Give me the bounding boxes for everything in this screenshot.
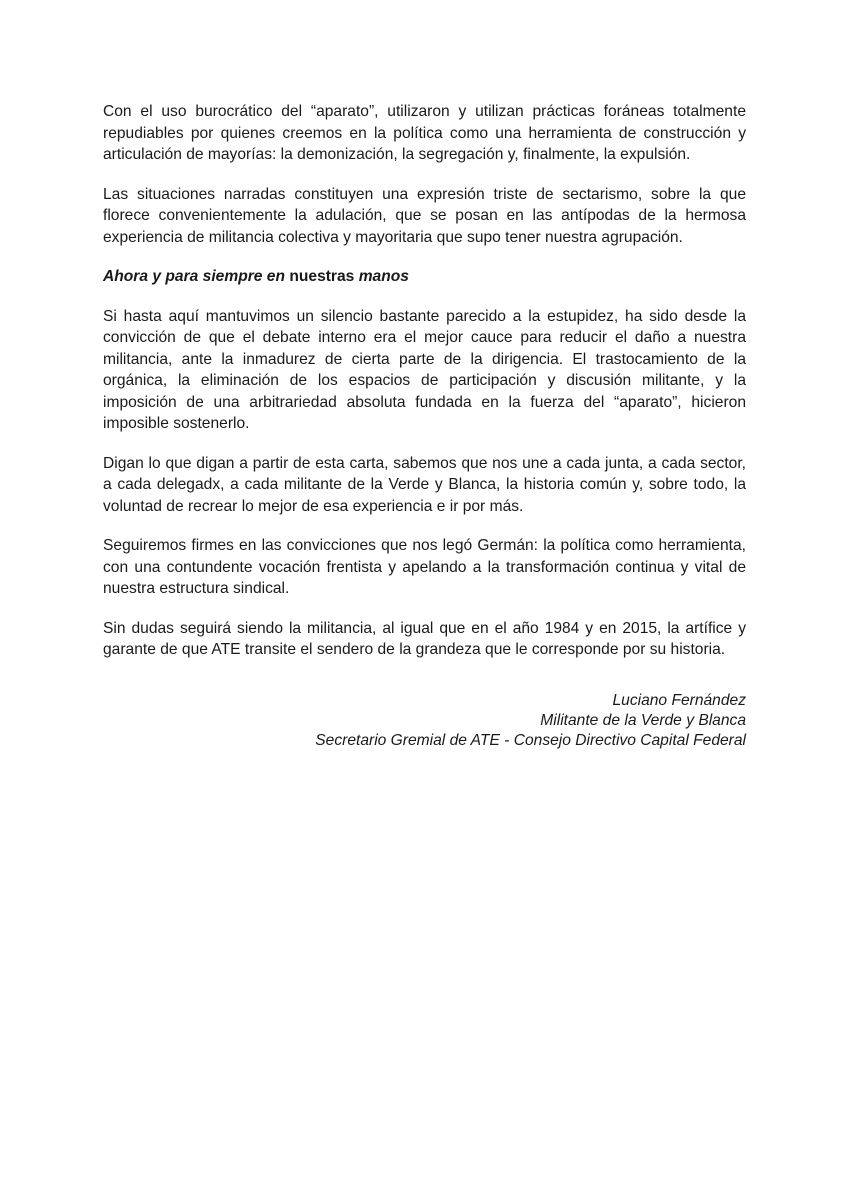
paragraph: Seguiremos firmes en las convicciones que nos legó Germán: la política como herramienta, con una contundente vocación frentista y apelando a la transformación continua y vital de nuestra estructura sindical.	[103, 537, 746, 597]
heading-part: Ahora y para siempre en	[103, 268, 286, 285]
paragraph: Las situaciones narradas constituyen una expresión triste de sectarismo, sobre la que florece convenientemente la adulación, que se posan en las antípodas de la hermosa experiencia de militancia colectiva y mayoritaria que supo tener nuestra agrupación.	[103, 185, 746, 246]
signature-role: Militante de la Verde y Blanca	[540, 711, 746, 729]
paragraph: Sin dudas seguirá siendo la militancia, al igual que en el año 1984 y en 2015, la artífice y garante de que ATE transite el sendero de la grandeza que le corresponde por su historia.	[103, 619, 746, 658]
signature-block	[103, 691, 746, 751]
section-heading	[103, 266, 746, 288]
paragraph: Con el uso burocrático del “aparato”, utilizaron y utilizan prácticas foráneas totalmente repudiables por quienes creemos en la política como una herramienta de construcción y articulación de mayorías: la demonización, la segregación y, finalmente, la expulsión.	[103, 103, 746, 163]
heading-part: nuestras	[285, 268, 359, 285]
paragraph: Digan lo que digan a partir de esta carta, sabemos que nos une a cada junta, a cada sector, a cada delegadx, a cada militante de la Verde y Blanca, la historia común y, sobre todo, la voluntad de recrear lo mejor de esa experiencia e ir por más.	[103, 454, 746, 515]
signature-position: Secretario Gremial de ATE - Consejo Directivo Capital Federal	[315, 731, 746, 749]
signature-name: Luciano Fernández	[612, 691, 746, 709]
heading-part: manos	[358, 268, 409, 285]
letter-body	[103, 101, 746, 751]
paragraph: Si hasta aquí mantuvimos un silencio bastante parecido a la estupidez, ha sido desde la convicción de que el debate interno era el mejor cauce para reducir el daño a nuestra militancia, ante la inmadurez de cierta parte de la dirigencia. El trastocamiento de la orgánica, la eliminación de los espacios de participación y discusión militante, y la imposición de una arbitrariedad absoluta fundada en la fuerza del “aparato”, hicieron imposible sostenerlo.	[103, 307, 746, 432]
